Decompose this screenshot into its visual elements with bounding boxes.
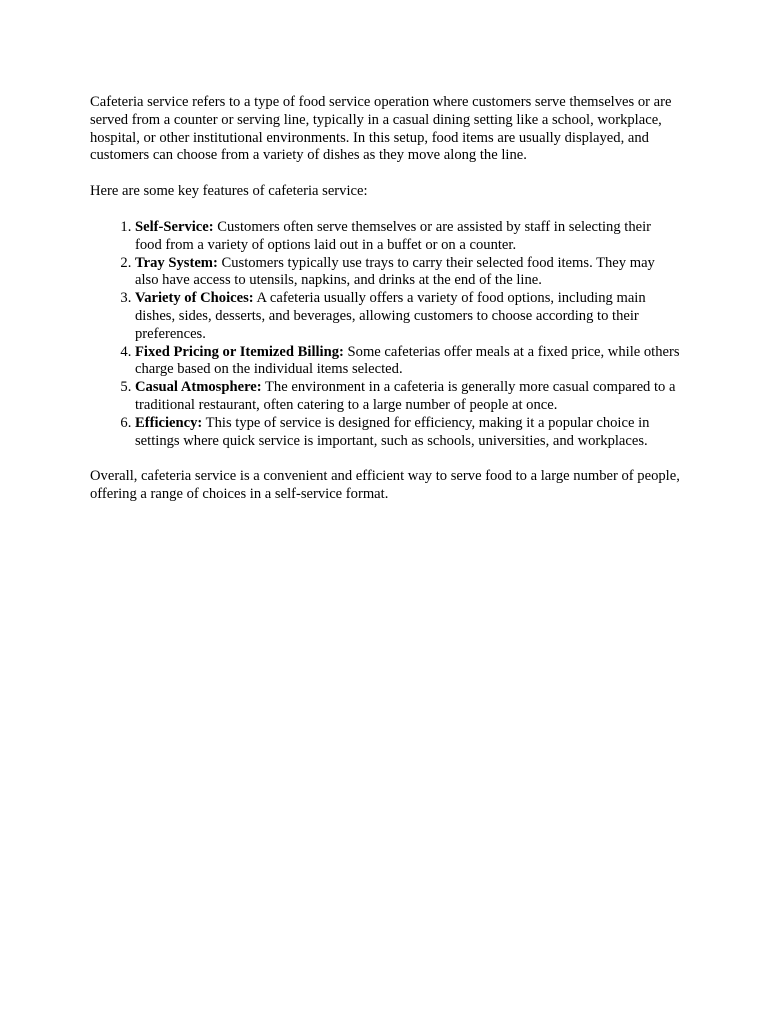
feature-title: Tray System: (135, 254, 218, 271)
conclusion-paragraph: Overall, cafeteria service is a convenient and efficient way to serve food to a large number of people, offering a range of choices in a self-service format. (90, 468, 680, 503)
intro-paragraph: Cafeteria service refers to a type of food service operation where customers serve themselves or are served from a counter or serving line, typically in a casual dining setting like a school, workplace, hospital, or other institutional environments. In this setup, food items are usually displayed, and customers can choose from a variety of dishes as they move along the line. (90, 94, 672, 164)
feature-text: Customers often serve themselves or are assisted by staff in selecting their food from a variety of options laid out in a buffet or on a counter. (135, 218, 652, 253)
feature-text: The environment in a cafeteria is generally more casual compared to a traditional restaurant, often catering to a large number of people at once. (135, 379, 676, 413)
feature-title: Fixed Pricing or Itemized Billing: (135, 343, 344, 360)
feature-item (135, 255, 680, 291)
feature-title: Efficiency: (135, 414, 203, 431)
feature-text: Customers typically use trays to carry their selected food items. They may also have access to utensils, napkins, and drinks at the end of the line. (135, 254, 655, 289)
features-list (90, 219, 680, 450)
feature-item (135, 415, 680, 451)
feature-title: Variety of Choices: (135, 290, 254, 307)
document-page (90, 94, 680, 504)
feature-title: Self-Service: (135, 218, 214, 235)
feature-item (135, 290, 680, 343)
feature-text: A cafeteria usually offers a variety of food options, including main dishes, sides, desserts, and beverages, allowing customers to choose according to their preferences. (135, 290, 646, 342)
feature-item (135, 344, 680, 380)
feature-title: Casual Atmosphere: (135, 379, 262, 396)
feature-item (135, 219, 680, 255)
feature-text: This type of service is designed for efficiency, making it a popular choice in settings where quick service is important, such as schools, universities, and workplaces. (135, 414, 650, 449)
features-lead-paragraph: Here are some key features of cafeteria service: (90, 183, 368, 200)
feature-text: Some cafeterias offer meals at a fixed price, while others charge based on the individual items selected. (135, 343, 680, 378)
feature-item (135, 379, 680, 415)
